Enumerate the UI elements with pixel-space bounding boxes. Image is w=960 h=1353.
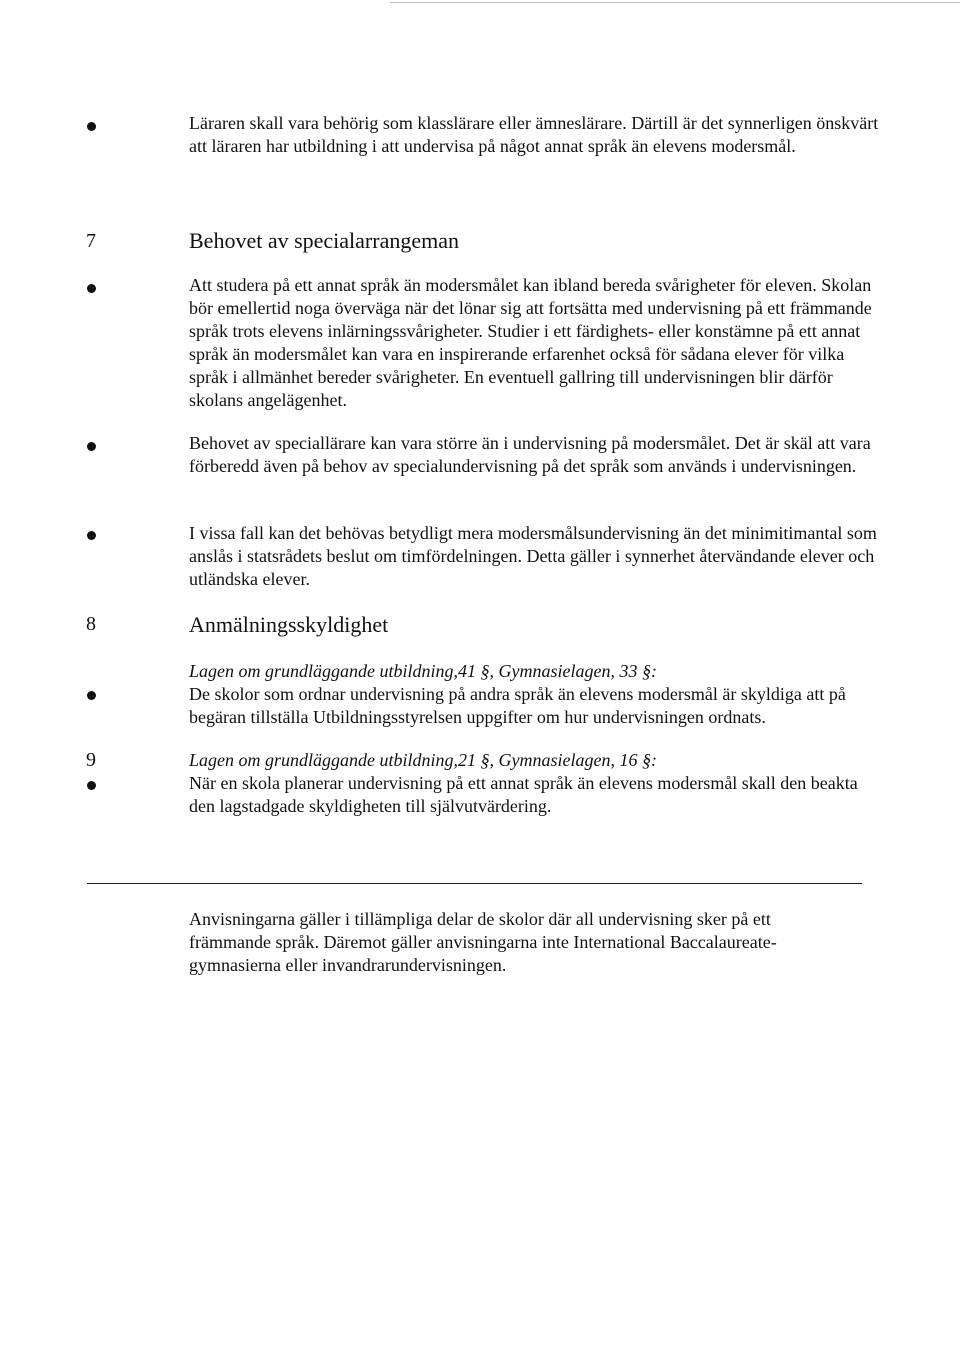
paragraph-notification-duty: De skolor som ordnar undervisning på andra språk än elevens modersmål är skyldiga att på begäran tillställa Utbildningsstyrelsen uppgifter om hur undervisningen ordnats.: [189, 684, 846, 727]
section-heading-8: Anmälningsskyldighet: [189, 612, 389, 637]
law-reference-8: Lagen om grundläggande utbildning,41 §, Gymnasielagen, 33 §:: [189, 661, 657, 681]
section-heading-7: Behovet av specialarrangeman: [189, 228, 459, 253]
section-number-9: 9: [86, 749, 96, 771]
section-number-8: 8: [86, 613, 96, 635]
paragraph-special-teacher: Behovet av speciallärare kan vara större än i undervisning på modersmålet. Det är skäl att vara förberedd även på behov av specialundervisning på det språk som används i undervisningen.: [189, 433, 871, 476]
paragraph-teacher-qualification: Läraren skall vara behörig som klasslärare eller ämneslärare. Därtill är det synnerligen önskvärt att läraren har utbildning i att undervisa på något annat språk än elevens modersmål.: [189, 113, 879, 156]
bullet-icon: [87, 531, 96, 540]
bullet-icon: [87, 691, 96, 700]
paragraph-mother-tongue-hours: I vissa fall kan det behövas betydligt mera modersmålsundervisning än det minimitimantal som anslås i statsrådets beslut om timfördelningen. Detta gäller i synnerhet återvändande elever och utländska elever.: [189, 523, 877, 589]
bullet-icon: [87, 442, 96, 451]
law-reference-9: Lagen om grundläggande utbildning,21 §, Gymnasielagen, 16 §:: [189, 750, 657, 770]
paragraph-study-difficulties: Att studera på ett annat språk än modersmålet kan ibland bereda svårigheter för eleven. Skolan bör emellertid noga överväga när det lönar sig att fortsätta med undervisning på ett främmande språk trots elevens inlärningssvårigheter. Studier i ett färdighets- eller konstämne på ett annat språk än modersmålet kan vara en inspirerande erfarenhet också för sådana elever för vilka språk i allmänhet bereder svårigheter. En eventuell gallring till undervisningen blir därför skolans angelägenhet.: [189, 275, 872, 410]
top-scan-line: [390, 2, 960, 3]
footnote-divider: [87, 883, 862, 884]
bullet-icon: [87, 781, 96, 790]
bullet-icon: [87, 122, 96, 131]
footnote-text: Anvisningarna gäller i tillämpliga delar de skolor där all undervisning sker på ett främmande språk. Däremot gäller anvisningarna inte International Baccalaureate-gymnasierna eller invandrarundervisningen.: [189, 909, 777, 975]
bullet-icon: [87, 284, 96, 293]
paragraph-self-evaluation: När en skola planerar undervisning på ett annat språk än elevens modersmål skall den beakta den lagstadgade skyldigheten till självutvärdering.: [189, 773, 858, 816]
section-number-7: 7: [86, 230, 96, 252]
